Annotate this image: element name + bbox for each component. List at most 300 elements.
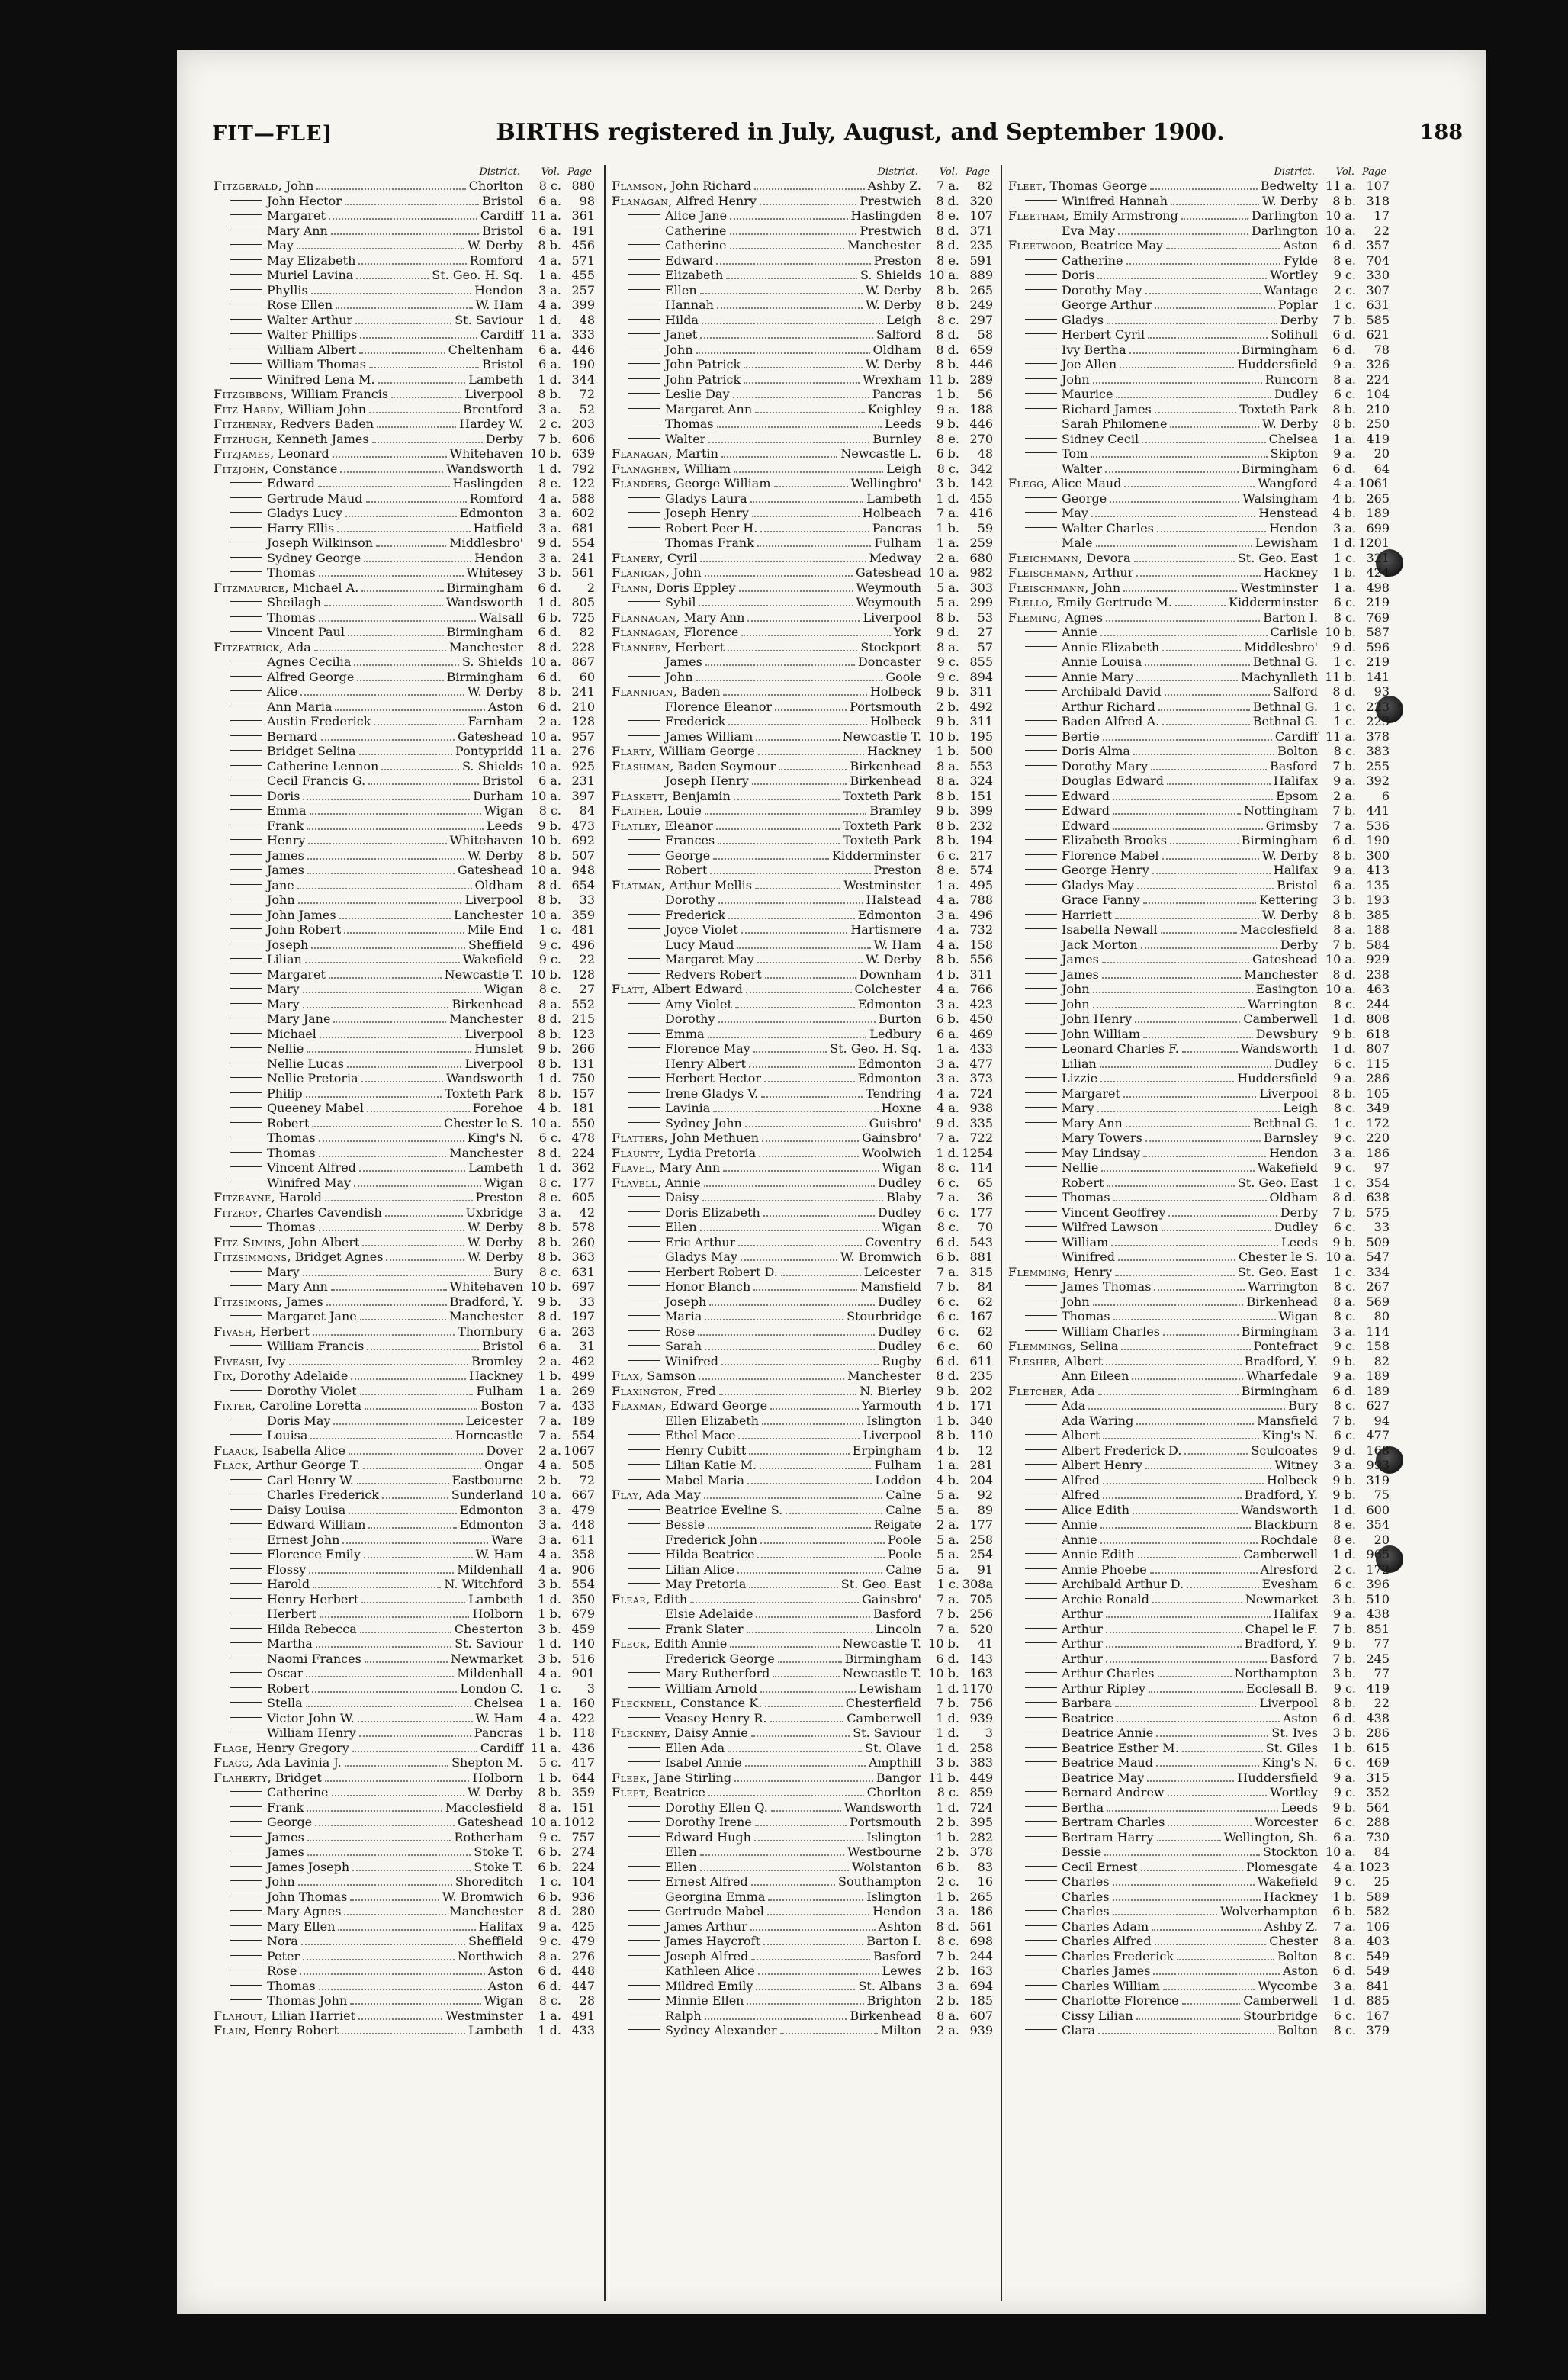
entry-surname: Flage [214, 1740, 249, 1755]
ditto-dash [1025, 750, 1057, 751]
entry-surname: Flemming [1008, 1264, 1066, 1279]
entry-district: Leigh [886, 312, 921, 327]
ditto-dash [628, 363, 660, 364]
leader-dots [723, 1170, 879, 1172]
index-entry [1008, 1844, 1390, 1860]
entry-district: Horncastle [455, 1428, 523, 1442]
entry-page: 766 [969, 982, 993, 996]
entry-district: Yarmouth [861, 1398, 921, 1413]
entry-name [214, 967, 326, 983]
entry-name: Fitzgibbons, William Francis [214, 387, 389, 401]
entry-surname: Fitzhenry [214, 416, 273, 431]
entry-volume: 8 d. [538, 1904, 561, 1918]
entry-district: Edmonton [459, 506, 523, 520]
entry-volume: 3 a. [1333, 1323, 1356, 1339]
entry-volume: 6 c. [1333, 595, 1356, 609]
entry-district: Poole [888, 1532, 921, 1547]
index-entry [214, 670, 595, 685]
ditto-dash [230, 1107, 262, 1108]
entry-district: Poole [888, 1547, 921, 1561]
entry-volume: 6 a. [538, 774, 561, 788]
entry-name: Fleichmann, Devora [1008, 550, 1131, 565]
entry-volume: 9 c. [937, 669, 959, 684]
index-entry [612, 1949, 993, 1964]
leader-dots [781, 1275, 861, 1276]
leader-dots [1187, 1587, 1258, 1588]
index-entry [1008, 1428, 1390, 1443]
index-entry [612, 283, 993, 298]
ditto-dash [628, 333, 660, 334]
entry-name [1008, 729, 1100, 745]
index-entry [612, 1890, 993, 1905]
index-entry [612, 1057, 993, 1072]
entry-district: Camberwell [847, 1710, 921, 1726]
entry-forenames: Edward [267, 476, 316, 490]
entry-district: St. Geo. H. Sq. [830, 1041, 921, 1056]
entry-volume: 1 d. [538, 1160, 561, 1175]
ditto-dash [628, 1568, 660, 1569]
entry-volume: 5 c. [538, 1755, 561, 1770]
index-entry [214, 1384, 595, 1399]
index-entry [1008, 1785, 1390, 1800]
leader-dots [316, 188, 465, 190]
entry-forenames: Bertha [1062, 1799, 1104, 1815]
leader-dots [359, 1735, 471, 1737]
entry-volume: 11 b. [928, 1770, 959, 1785]
ditto-dash [628, 244, 660, 245]
ditto-dash [230, 973, 262, 974]
ditto-dash [1025, 914, 1057, 915]
entry-forenames: Florence Mabel [1062, 847, 1159, 863]
leader-dots [307, 1051, 471, 1053]
leader-dots [1141, 1870, 1243, 1871]
entry-forenames: Annie Elizabeth [1062, 639, 1160, 654]
entry-forenames: May Pretoria [665, 1577, 747, 1591]
entry-volume: 5 a. [937, 1532, 959, 1547]
index-entry [1008, 1741, 1390, 1756]
entry-district: Bristol [482, 1339, 523, 1353]
entry-forenames: Charles James [1062, 1963, 1151, 1978]
entry-page: 33 [579, 1294, 595, 1309]
entry-page: 157 [571, 1085, 595, 1101]
entry-page: 354 [1366, 1517, 1390, 1532]
entry-name [612, 833, 715, 848]
entry-district: W. Derby [1261, 416, 1318, 431]
entry-volume: 8 c. [1333, 1309, 1356, 1323]
ditto-dash [230, 869, 262, 870]
entry-district: Leeds [884, 416, 921, 431]
entry-page: 449 [969, 1770, 993, 1785]
entry-page: 383 [1366, 744, 1390, 758]
entry-district: Rochdale [1260, 1532, 1318, 1547]
entry-forenames: Mary Ann [267, 1279, 328, 1294]
leader-dots [708, 1037, 867, 1038]
entry-surname: Flear [612, 1591, 647, 1606]
entry-district: Walsall [479, 609, 523, 625]
index-entry [612, 1533, 993, 1548]
entry-volume: 3 b. [1332, 892, 1356, 907]
entry-page: 704 [1366, 252, 1390, 268]
leader-dots [752, 783, 847, 785]
entry-volume: 2 a. [1333, 788, 1356, 803]
entry-volume: 9 b. [1332, 1636, 1356, 1651]
entry-surname: Flemmings [1008, 1339, 1072, 1353]
index-entry [1008, 1517, 1390, 1533]
leader-dots [757, 962, 863, 963]
entry-page: 22 [1374, 223, 1390, 238]
index-entry [1008, 744, 1390, 759]
entry-volume: 6 d. [1332, 238, 1356, 252]
index-entry [1008, 1235, 1390, 1250]
ditto-dash [628, 720, 660, 721]
entry-district: Manchester [449, 1309, 523, 1323]
leader-dots [1106, 1646, 1242, 1648]
entry-district: Newcastle T. [842, 1636, 921, 1651]
entry-name [1008, 1726, 1153, 1741]
leader-dots [311, 293, 471, 294]
entry-name [1008, 759, 1148, 774]
entry-page: 84 [1374, 1844, 1390, 1859]
entry-volume: 2 b. [936, 1815, 959, 1829]
entry-volume: 8 b. [538, 1026, 561, 1041]
leader-dots [329, 977, 442, 979]
entry-name [1008, 1220, 1158, 1235]
entry-district: Nottingham [1243, 803, 1318, 818]
index-entry [214, 1741, 595, 1756]
entry-forenames: Herbert [267, 1606, 316, 1621]
index-entry [612, 774, 993, 789]
leader-dots [778, 1661, 842, 1663]
entry-volume: 3 b. [538, 565, 561, 580]
leader-dots [700, 1230, 879, 1231]
entry-district: Aston [487, 1978, 523, 1993]
entry-volume: 11 b. [928, 371, 959, 387]
index-entry [214, 803, 595, 819]
entry-forenames: Queeney Mabel [267, 1101, 365, 1115]
entry-forenames: Cecil Ernest [1062, 1859, 1138, 1874]
index-entry [612, 1993, 993, 2009]
entry-page: 371 [969, 223, 993, 238]
entry-volume: 6 c. [937, 1175, 959, 1190]
entry-volume: 1 d. [538, 1071, 561, 1085]
index-entry [1008, 1606, 1390, 1622]
entry-district: Runcorn [1264, 371, 1318, 387]
entry-forenames: Dorothy [665, 892, 715, 907]
index-entry [214, 372, 595, 388]
entry-name: Fletcher, Ada [1008, 1383, 1095, 1398]
entry-forenames: Doris Elizabeth [665, 1204, 760, 1220]
index-entry [214, 1874, 595, 1890]
ditto-dash [628, 1747, 660, 1748]
entry-volume: 6 d. [538, 669, 561, 684]
index-entry [612, 1368, 993, 1384]
entry-forenames: Beatrice [1062, 1710, 1114, 1726]
entry-name [1008, 1547, 1135, 1562]
entry-surname: Fleetham [1008, 208, 1065, 223]
entry-district: Liverpool [863, 609, 921, 625]
entry-page: 223 [1366, 714, 1390, 728]
entry-district: Manchester [847, 238, 921, 252]
index-entry [1008, 684, 1390, 700]
entry-name [1008, 1116, 1123, 1131]
entry-page: 280 [571, 1904, 595, 1918]
entry-district: Birmingham [1241, 1383, 1318, 1398]
entry-page: 584 [1366, 937, 1390, 952]
leader-dots [1102, 962, 1249, 963]
ditto-dash [230, 1479, 262, 1480]
entry-volume: 1 b. [538, 1606, 561, 1621]
entry-forenames: Ellen [665, 1859, 697, 1874]
district-heading: District. [877, 166, 918, 178]
ditto-dash [1025, 1241, 1057, 1242]
entry-forenames: John Methuen [671, 1130, 760, 1145]
entry-district: Bristol [482, 357, 523, 371]
entry-forenames: Margaret May [665, 952, 754, 966]
ditto-dash [230, 676, 262, 677]
entry-name [214, 208, 326, 224]
entry-name [612, 268, 723, 283]
entry-name [612, 670, 693, 685]
entry-forenames: Ellen [665, 282, 697, 298]
entry-name [214, 1874, 295, 1890]
entry-page: 131 [571, 1056, 595, 1071]
entry-volume: 1 d. [1332, 1547, 1356, 1561]
entry-page: 27 [579, 982, 595, 996]
entry-district: Wakefield [1257, 1874, 1318, 1889]
index-entry [214, 268, 595, 283]
entry-page: 479 [571, 1934, 595, 1948]
ditto-dash [628, 1821, 660, 1822]
ditto-dash [230, 839, 262, 840]
leader-dots [1136, 1423, 1254, 1425]
entry-district: Westminster [445, 2008, 523, 2023]
index-entry [1008, 1398, 1390, 1414]
index-entry [612, 1681, 993, 1697]
index-entry [214, 506, 595, 521]
ditto-dash [230, 1285, 262, 1286]
leader-dots [1106, 620, 1260, 622]
leader-dots [306, 1096, 442, 1098]
entry-forenames: William Arnold [665, 1680, 757, 1696]
page-header [212, 114, 1463, 160]
entry-volume: 4 b. [936, 1442, 959, 1458]
index-entry [214, 938, 595, 953]
entry-volume: 6 c. [1333, 387, 1356, 401]
entry-district: Hartismere [850, 922, 921, 937]
entry-volume: 4 a. [538, 298, 561, 312]
index-entry [1008, 1890, 1390, 1905]
entry-volume: 1 d. [936, 1726, 959, 1740]
entry-page: 379 [1366, 2023, 1390, 2037]
entry-name [612, 1295, 706, 1310]
leader-dots [319, 1156, 447, 1157]
leader-dots [1156, 1735, 1268, 1737]
index-entry [612, 565, 993, 581]
ditto-dash [230, 1047, 262, 1048]
entry-name: Fleischmann, John [1008, 580, 1121, 595]
entry-page: 151 [571, 1799, 595, 1815]
entry-page: 982 [969, 565, 993, 580]
entry-volume: 9 a. [1333, 1368, 1356, 1383]
entry-forenames: Constance [272, 461, 338, 476]
leader-dots [747, 2003, 863, 2005]
entry-surname: Fivash [214, 1323, 252, 1339]
index-entry [612, 387, 993, 402]
entry-forenames: George [665, 847, 711, 863]
index-entry [1008, 1919, 1390, 1935]
entry-name [214, 238, 294, 253]
entry-name [1008, 1517, 1097, 1533]
entry-volume: 1 d. [936, 1145, 959, 1160]
entry-name [1008, 506, 1088, 521]
leader-dots [713, 858, 829, 860]
ditto-dash [230, 1687, 262, 1688]
leader-dots [1150, 1572, 1258, 1574]
ditto-dash [230, 616, 262, 617]
entry-volume: 1 b. [1332, 1889, 1356, 1904]
entry-volume: 6 a. [937, 1026, 959, 1041]
entry-forenames: Jane Stirling [654, 1770, 732, 1785]
leader-dots [1124, 486, 1255, 487]
entry-district: W. Derby [467, 238, 523, 252]
entry-page: 83 [977, 1859, 993, 1874]
leader-dots [1123, 1096, 1257, 1098]
entry-page: 547 [1366, 1250, 1390, 1264]
entry-surname: Flagg [214, 1755, 249, 1770]
leader-dots [307, 858, 464, 860]
leader-dots [350, 2003, 480, 2005]
entry-page: 757 [571, 1829, 595, 1844]
entry-forenames: Henry Albert [665, 1056, 746, 1071]
entry-forenames: Caroline Loretta [259, 1398, 362, 1413]
entry-page: 441 [1366, 803, 1390, 818]
leader-dots [1107, 323, 1277, 324]
leader-dots [757, 1557, 885, 1558]
index-entry [612, 1086, 993, 1102]
entry-volume: 8 b. [538, 1785, 561, 1799]
entry-volume: 1 b. [936, 520, 959, 536]
index-entry [1008, 922, 1390, 938]
entry-district: Wangford [1258, 476, 1318, 490]
entry-district: Birmingham [446, 669, 523, 684]
leader-dots [360, 337, 477, 339]
leader-dots [1155, 412, 1237, 413]
entry-district: Ashton [878, 1918, 921, 1934]
entry-district: Bangor [876, 1770, 921, 1785]
entry-volume: 7 a. [937, 178, 959, 193]
leader-dots [300, 1973, 485, 1975]
leader-dots [1165, 694, 1270, 696]
index-entry [214, 1830, 595, 1845]
index-entry [612, 863, 993, 878]
index-entry [612, 1904, 993, 1919]
leader-dots [303, 1959, 455, 1960]
entry-district: Cardiff [480, 1740, 523, 1755]
entry-volume: 10 b. [530, 966, 561, 982]
index-entry [214, 1295, 595, 1310]
entry-forenames: William George [659, 744, 755, 758]
entry-name [214, 1577, 310, 1592]
index-entry [214, 1547, 595, 1562]
leader-dots [705, 575, 853, 577]
entry-name [612, 298, 714, 313]
entry-name [1008, 803, 1110, 819]
entry-name [1008, 1860, 1138, 1875]
leader-dots [326, 1304, 447, 1306]
index-entry [1008, 1458, 1390, 1473]
leader-dots [300, 694, 464, 696]
ditto-dash [230, 1077, 262, 1078]
entry-name [214, 1934, 298, 1949]
index-entry [214, 789, 595, 804]
entry-volume: 11 a. [1325, 178, 1356, 193]
index-entry [612, 1503, 993, 1518]
entry-forenames: Dorothy Mary [1062, 758, 1149, 774]
entry-district: Lambeth [866, 490, 921, 506]
entry-forenames: Joyce Violet [665, 922, 738, 937]
entry-forenames: Lilian [1062, 1056, 1097, 1071]
entry-district: Cheltenham [448, 342, 523, 357]
leader-dots [721, 1364, 879, 1365]
entry-forenames: John Henry [1062, 1011, 1133, 1026]
entry-name [1008, 1160, 1098, 1176]
ditto-dash [628, 1985, 660, 1986]
entry-page: 569 [1366, 1294, 1390, 1309]
entry-district: Northampton [1234, 1666, 1318, 1680]
entry-district: Blaby [886, 1190, 921, 1204]
leader-dots [308, 843, 446, 844]
entry-volume: 6 d. [936, 1234, 959, 1250]
leader-dots [298, 1884, 452, 1886]
ditto-dash [230, 750, 262, 751]
entry-volume: 8 b. [538, 1085, 561, 1101]
entry-forenames: John Patrick [665, 357, 741, 371]
entry-forenames: Bessie [1062, 1844, 1102, 1859]
entry-page: 267 [1366, 1279, 1390, 1294]
entry-page: 168 [1366, 1442, 1390, 1458]
leader-dots [1100, 1527, 1252, 1529]
index-entry [612, 1295, 993, 1310]
leader-dots [1132, 1378, 1243, 1380]
entry-forenames: Dorothy May [1062, 282, 1142, 298]
index-entry [1008, 253, 1390, 269]
leader-dots [1170, 843, 1239, 844]
index-entry [612, 1235, 993, 1250]
entry-volume: 3 a. [538, 401, 561, 416]
entry-district: Calne [885, 1502, 921, 1517]
leader-dots [331, 1289, 447, 1291]
leader-dots [364, 561, 471, 562]
entry-forenames: Nellie Pretoria [267, 1071, 358, 1085]
entry-volume: 8 e. [937, 863, 959, 877]
entry-forenames: William Henry [267, 1726, 356, 1740]
entry-name [1008, 1101, 1094, 1116]
entry-name [1008, 789, 1110, 804]
index-entry [1008, 1130, 1390, 1146]
entry-page: 231 [571, 774, 595, 788]
entry-volume: 7 b. [1332, 803, 1356, 818]
entry-name [214, 908, 336, 923]
entry-district: W. Derby [467, 1785, 523, 1799]
entry-name [214, 1160, 356, 1176]
leader-dots [751, 1884, 835, 1886]
leader-dots [305, 962, 460, 963]
entry-name: Flanery, Cyril [612, 550, 698, 565]
leader-dots [356, 278, 429, 279]
leader-dots [751, 1959, 870, 1960]
entry-page: 722 [969, 1130, 993, 1145]
entry-name [1008, 1874, 1110, 1890]
